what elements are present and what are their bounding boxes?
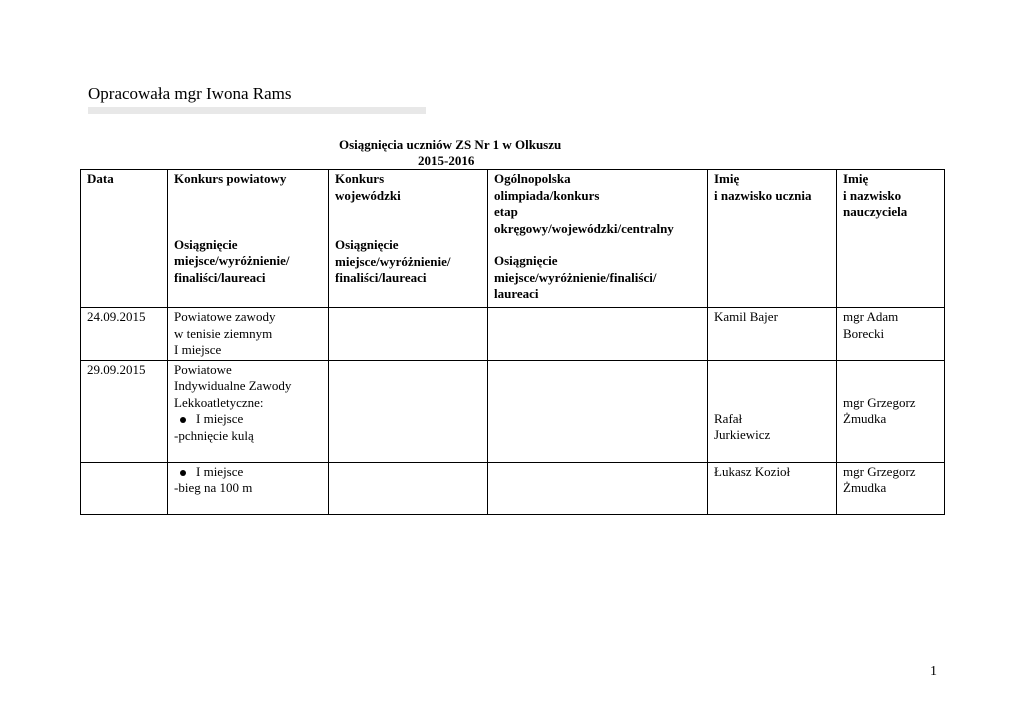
header-county-label: Konkurs powiatowy — [174, 171, 287, 186]
cell-county — [168, 308, 329, 361]
cell-date — [81, 462, 168, 514]
cell-date: 29.09.2015 — [81, 360, 168, 462]
table-row — [81, 360, 945, 462]
bullet-icon — [180, 470, 186, 476]
achievements-table — [80, 169, 945, 515]
header-date-label: Data — [87, 171, 114, 186]
title-line: Osiągnięcia uczniów ZS Nr 1 w Olkuszu — [339, 137, 562, 152]
cell-text: I miejsce — [196, 411, 244, 426]
header-student-label: i nazwisko ucznia — [714, 187, 812, 203]
header-national — [488, 170, 708, 308]
cell-text: I miejsce — [174, 342, 222, 357]
cell-text: Żmudka — [843, 411, 887, 426]
cell-text: Powiatowe zawody — [174, 309, 276, 324]
header-county-sub: miejsce/wyróżnienie/ — [174, 253, 290, 268]
cell-national — [488, 360, 708, 462]
cell-text: w tenisie ziemnym — [174, 325, 273, 341]
list-item — [196, 464, 323, 481]
cell-text: Powiatowe — [174, 361, 232, 377]
header-voivodeship — [329, 170, 488, 308]
cell-text: Rafał — [714, 410, 743, 426]
cell-text: mgr Grzegorz — [843, 394, 916, 410]
header-date — [81, 170, 168, 308]
header-county-sub: finaliści/laureaci — [174, 269, 266, 285]
cell-student: Kamil Bajer — [708, 308, 837, 361]
cell-text: Indywidualne Zawody — [174, 378, 292, 393]
cell-date: 24.09.2015 — [81, 308, 168, 361]
cell-teacher — [837, 360, 945, 462]
bullet-icon — [180, 417, 186, 423]
title-year: 2015-2016 — [418, 153, 475, 168]
cell-voivodeship — [329, 360, 488, 462]
header-county-sub: Osiągnięcie — [174, 236, 238, 252]
header-voivodeship-label: wojewódzki — [335, 187, 401, 203]
header-voivodeship-label: Konkurs — [335, 171, 385, 186]
cell-teacher — [837, 462, 945, 514]
header-national-label: Ogólnopolska — [494, 171, 571, 186]
page-number: 1 — [930, 664, 937, 679]
header-student-label: Imię — [714, 171, 740, 186]
cell-voivodeship — [329, 462, 488, 514]
header-teacher — [837, 170, 945, 308]
header-national-sub: Osiągnięcie — [494, 253, 558, 268]
header-student — [708, 170, 837, 308]
header-national-label: olimpiada/konkurs — [494, 187, 600, 203]
cell-national — [488, 308, 708, 361]
header-county — [168, 170, 329, 308]
header-voivodeship-sub: miejsce/wyróżnienie/ — [335, 253, 451, 269]
cell-text: mgr Adam — [843, 309, 899, 324]
cell-county — [168, 360, 329, 462]
cell-text: -pchnięcie kulą — [174, 427, 254, 443]
list-item — [196, 411, 323, 428]
bullet-list — [174, 411, 323, 428]
header-teacher-label: nauczyciela — [843, 204, 908, 219]
header-national-sub: miejsce/wyróżnienie/finaliści/ — [494, 269, 657, 285]
cell-text: Żmudka — [843, 480, 887, 495]
table-header-row — [81, 170, 945, 308]
cell-text: Lekkoatletyczne: — [174, 394, 264, 410]
cell-student — [708, 360, 837, 462]
cell-text: I miejsce — [196, 463, 244, 479]
cell-text: Jurkiewicz — [714, 427, 771, 442]
header-national-label: etap — [494, 204, 518, 219]
author-underline-shade — [88, 107, 426, 114]
header-voivodeship-sub: Osiągnięcie — [335, 237, 399, 252]
header-teacher-label: i nazwisko — [843, 187, 902, 203]
cell-student: Łukasz Kozioł — [708, 462, 837, 514]
header-teacher-label: Imię — [843, 171, 869, 186]
header-national-label: okręgowy/wojewódzki/centralny — [494, 220, 674, 236]
cell-voivodeship — [329, 308, 488, 361]
bullet-list — [174, 464, 323, 481]
cell-teacher — [837, 308, 945, 361]
header-national-sub: laureaci — [494, 286, 539, 301]
table-row — [81, 462, 945, 514]
cell-text: -bieg na 100 m — [174, 480, 253, 495]
cell-national — [488, 462, 708, 514]
cell-county — [168, 462, 329, 514]
header-voivodeship-sub: finaliści/laureaci — [335, 270, 427, 285]
cell-text: mgr Grzegorz — [843, 463, 916, 479]
cell-text: Borecki — [843, 325, 885, 341]
table-row — [81, 308, 945, 361]
author-line: Opracowała mgr Iwona Rams — [88, 84, 292, 103]
